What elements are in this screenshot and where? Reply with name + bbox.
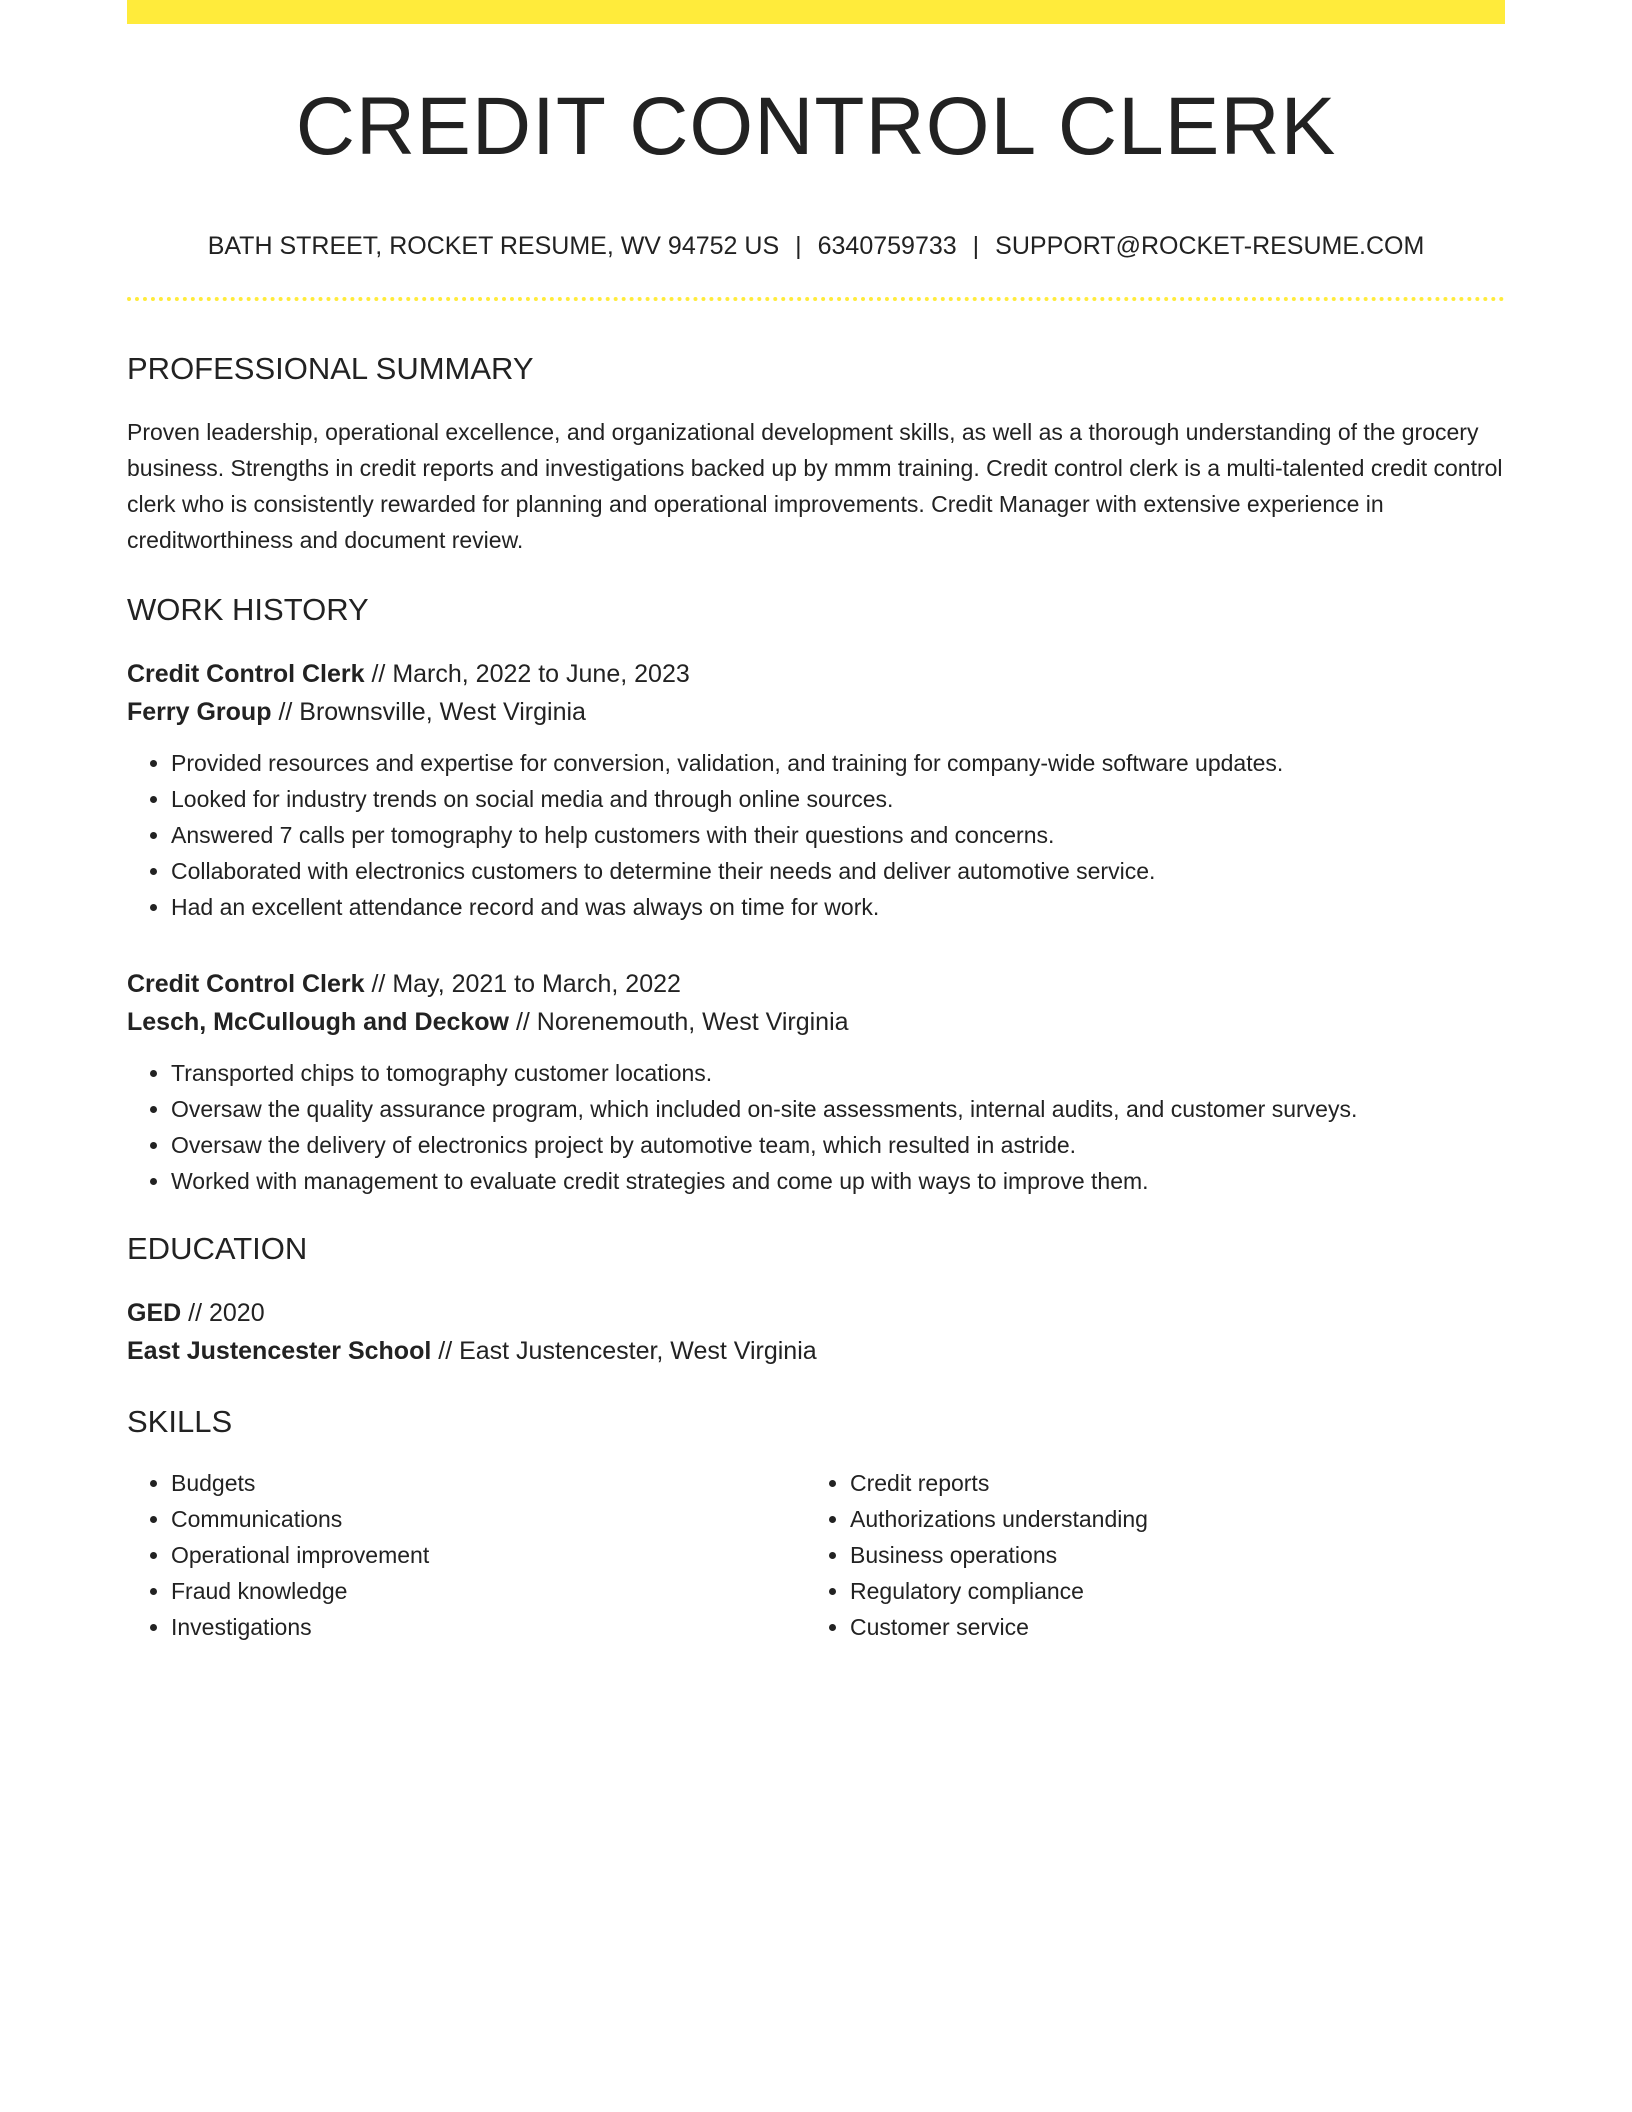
skill-item: • Operational improvement bbox=[171, 1537, 806, 1573]
skill-item: • Budgets bbox=[171, 1465, 806, 1501]
skill-item: • Authorizations understanding bbox=[850, 1501, 1485, 1537]
work-history-section-title: WORK HISTORY bbox=[127, 592, 369, 627]
job-bullet: • Transported chips to tomography customer locations. bbox=[171, 1055, 1505, 1091]
contact-separator: | bbox=[795, 232, 802, 260]
skill-item: • Customer service bbox=[850, 1609, 1485, 1645]
job-dates: // May, 2021 to March, 2022 bbox=[371, 970, 681, 998]
job-dates: // March, 2022 to June, 2023 bbox=[371, 660, 690, 688]
job-entry bbox=[127, 655, 1505, 925]
summary-text: Proven leadership, operational excellence, and organizational development skills, as well as a thorough understanding of the grocery business. Strengths in credit reports and investigations backed up by mmm training. Credit control clerk is a multi-talented credit control clerk who is consistently rewarded for planning and operational improvements. Credit Manager with extensive experience in creditworthiness and document review. bbox=[127, 419, 1503, 553]
skills-section-title: SKILLS bbox=[127, 1404, 233, 1439]
resume-page bbox=[127, 0, 1505, 1645]
education-degree: GED bbox=[127, 1299, 182, 1327]
skill-item: • Communications bbox=[171, 1501, 806, 1537]
job-bullets bbox=[127, 1055, 1505, 1199]
summary-section-title: PROFESSIONAL SUMMARY bbox=[127, 351, 534, 386]
education-degree-line bbox=[127, 1294, 1505, 1332]
job-bullets bbox=[127, 745, 1505, 925]
education-school: East Justencester School bbox=[127, 1337, 432, 1365]
job-entry bbox=[127, 965, 1505, 1199]
top-accent-bar bbox=[127, 0, 1505, 24]
job-bullet: • Oversaw the delivery of electronics project by automotive team, which resulted in astride. bbox=[171, 1127, 1505, 1163]
skill-item: • Regulatory compliance bbox=[850, 1573, 1485, 1609]
education-year: // 2020 bbox=[188, 1299, 265, 1327]
skills-list-left bbox=[127, 1465, 806, 1645]
contact-line bbox=[127, 234, 1505, 259]
skill-item: • Fraud knowledge bbox=[171, 1573, 806, 1609]
contact-address: BATH STREET, ROCKET RESUME, WV 94752 US bbox=[207, 232, 780, 260]
job-role-line bbox=[127, 965, 1505, 1003]
education-school-line bbox=[127, 1332, 1505, 1370]
job-company: Ferry Group bbox=[127, 698, 272, 726]
contact-email: SUPPORT@ROCKET-RESUME.COM bbox=[995, 232, 1425, 260]
job-role: Credit Control Clerk bbox=[127, 970, 365, 998]
job-role: Credit Control Clerk bbox=[127, 660, 365, 688]
skill-item: • Investigations bbox=[171, 1609, 806, 1645]
job-company-line bbox=[127, 1003, 1505, 1041]
skill-item: • Credit reports bbox=[850, 1465, 1485, 1501]
contact-separator: | bbox=[972, 232, 980, 260]
skills-grid bbox=[127, 1465, 1505, 1645]
job-bullet: • Had an excellent attendance record and was always on time for work. bbox=[171, 889, 1505, 925]
education-entry bbox=[127, 1294, 1505, 1370]
job-bullet: • Provided resources and expertise for conversion, validation, and training for company-wide software updates. bbox=[171, 745, 1505, 781]
job-location: // Brownsville, West Virginia bbox=[278, 698, 586, 726]
job-company-line bbox=[127, 693, 1505, 731]
education-section-title: EDUCATION bbox=[127, 1231, 308, 1266]
job-bullet: • Oversaw the quality assurance program, which included on-site assessments, internal audits, and customer surveys. bbox=[171, 1091, 1505, 1127]
job-bullet: • Worked with management to evaluate credit strategies and come up with ways to improve them. bbox=[171, 1163, 1505, 1199]
contact-phone: 6340759733 bbox=[817, 232, 957, 260]
job-bullet: • Looked for industry trends on social media and through online sources. bbox=[171, 781, 1505, 817]
header-divider bbox=[127, 297, 1505, 301]
job-role-line bbox=[127, 655, 1505, 693]
education-location: // East Justencester, West Virginia bbox=[438, 1337, 817, 1365]
resume-name-heading: CREDIT CONTROL CLERK bbox=[295, 81, 1337, 172]
job-bullet: • Collaborated with electronics customers to determine their needs and deliver automotive service. bbox=[171, 853, 1505, 889]
job-company: Lesch, McCullough and Deckow bbox=[127, 1008, 509, 1036]
skill-item: • Business operations bbox=[850, 1537, 1485, 1573]
job-location: // Norenemouth, West Virginia bbox=[515, 1008, 849, 1036]
skills-list-right bbox=[806, 1465, 1485, 1645]
job-bullet: • Answered 7 calls per tomography to help customers with their questions and concerns. bbox=[171, 817, 1505, 853]
